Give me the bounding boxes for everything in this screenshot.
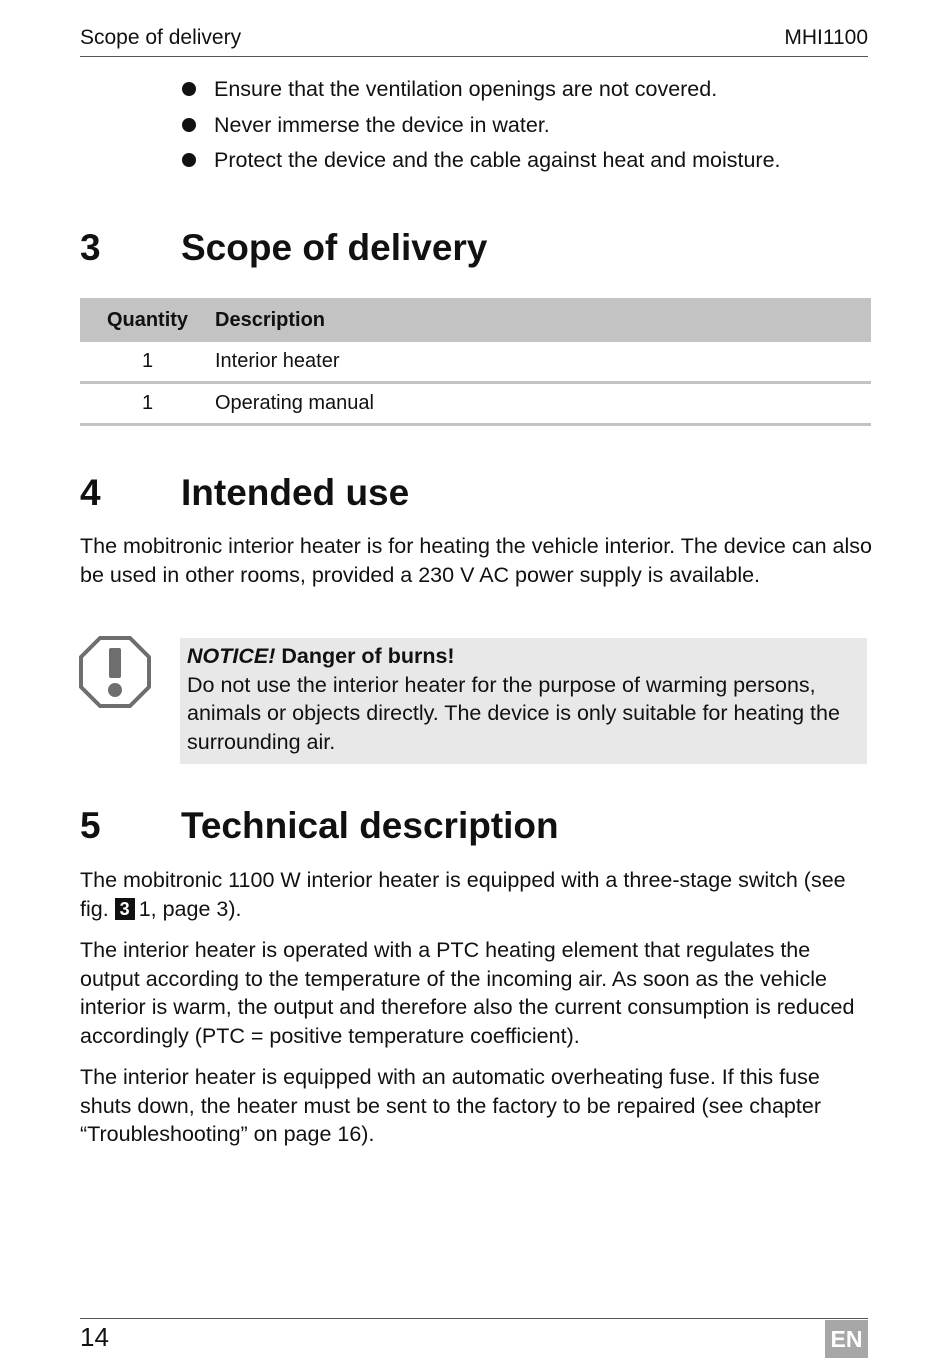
notice-label: NOTICE!	[187, 644, 276, 668]
technical-description-paragraph-3: The interior heater is equipped with an automatic overheating fuse. If this fuse shuts down, the heater must be sent to the factory to be repaired (see chapter “Troubleshooting” on page 16).	[80, 1065, 821, 1146]
list-item: Protect the device and the cable against heat and moisture.	[180, 145, 781, 181]
section-title: Scope of delivery	[181, 227, 488, 268]
table-row	[80, 383, 871, 425]
column-header-quantity: Quantity	[80, 298, 215, 342]
footer-divider	[80, 1318, 868, 1319]
safety-bullet-list	[180, 74, 781, 181]
page-header	[80, 24, 868, 57]
column-header-description: Description	[215, 298, 871, 342]
intended-use-paragraph: The mobitronic interior heater is for heating the vehicle interior. The device can also be used in other rooms, provided a 230 V AC power supply is available.	[80, 534, 872, 587]
header-section-title: Scope of delivery	[80, 26, 242, 49]
section-number: 3	[80, 227, 101, 268]
table-header-row	[80, 298, 871, 342]
table-row	[80, 342, 871, 383]
cell-description: Operating manual	[215, 383, 871, 425]
notice-heading	[187, 642, 860, 671]
list-item: Never immerse the device in water.	[180, 110, 781, 146]
cell-quantity: 1	[80, 383, 215, 425]
header-model: MHI1100	[784, 26, 868, 49]
bullet-icon	[182, 153, 196, 167]
scope-of-delivery-table	[80, 298, 871, 426]
section-title: Intended use	[181, 472, 410, 513]
bullet-icon	[182, 118, 196, 132]
section-number: 5	[80, 805, 101, 846]
notice-box	[180, 638, 867, 764]
language-badge: EN	[825, 1320, 868, 1358]
page-number: 14	[80, 1322, 109, 1352]
technical-description-paragraph-2: The interior heater is operated with a PTC heating element that regulates the output according to the temperature of the incoming air. As soon as the vehicle interior is warm, the output and therefore also the current consumption is reduced accordingly (PTC = positive temperature coefficient).	[80, 938, 855, 1048]
list-item: Ensure that the ventilation openings are not covered.	[180, 74, 781, 110]
cell-description: Interior heater	[215, 342, 871, 383]
cell-quantity: 1	[80, 342, 215, 383]
technical-description-paragraph-1: The mobitronic 1100 W interior heater is equipped with a three-stage switch (see fig. 3 1, page 3).	[80, 868, 846, 921]
section-number: 4	[80, 472, 101, 513]
warning-octagon-icon	[79, 636, 151, 708]
bullet-icon	[182, 82, 196, 96]
figure-reference-badge: 3	[115, 898, 135, 920]
section-title: Technical description	[181, 805, 559, 846]
notice-text: Do not use the interior heater for the purpose of warming persons, animals or objects directly. The device is only suitable for heating the surrounding air.	[187, 672, 840, 754]
notice-title: Danger of burns!	[281, 644, 455, 668]
